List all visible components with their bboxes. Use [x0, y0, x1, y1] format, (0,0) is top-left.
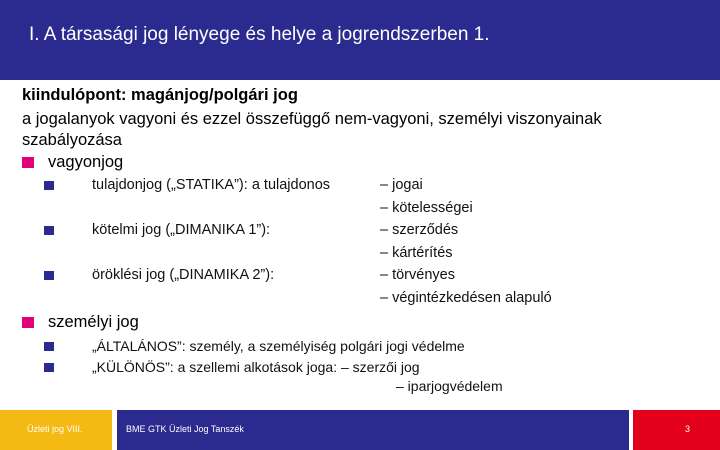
item-kotelmi-jog: kötelmi jog („DIMANIKA 1”):	[92, 222, 271, 238]
item-tulajdonjog: tulajdonjog („STATIKA”): a tulajdonos	[92, 177, 331, 193]
footer-course	[0, 410, 112, 450]
detail-torvenyes: – törvényes	[380, 267, 455, 283]
intro-line-1: a jogalanyok vagyoni és ezzel összefüggő nem-vagyoni, személyi viszonyainak	[22, 110, 602, 128]
section-szemelyi-jog: személyi jog	[48, 313, 139, 331]
footer-department-label: BME GTK Üzleti Jog Tanszék	[126, 424, 244, 434]
item-kulonos: „KÜLÖNÖS”: a szellemi alkotások joga: – szerzői jog	[92, 359, 420, 375]
bullet-square-icon	[44, 181, 54, 190]
footer-department	[117, 410, 629, 450]
detail-vegintezkedes: – végintézkedésen alapuló	[380, 290, 552, 306]
bullet-square-icon	[44, 363, 54, 372]
footer-page	[633, 410, 720, 450]
intro-line-2: szabályozása	[22, 131, 122, 149]
item-iparjogvedelem: – iparjogvédelem	[396, 378, 503, 394]
bullet-square-icon	[22, 317, 34, 328]
bullet-square-icon	[44, 271, 54, 280]
detail-karterites: – kártérítés	[380, 245, 453, 261]
bullet-square-icon	[22, 157, 34, 168]
bullet-square-icon	[44, 342, 54, 351]
detail-jogai: – jogai	[380, 177, 423, 193]
item-orokles-jog: öröklési jog („DINAMIKA 2”):	[92, 267, 275, 283]
page-number: 3	[685, 424, 691, 434]
detail-szerzodes: – szerződés	[380, 222, 459, 238]
heading: kiindulópont: magánjog/polgári jog	[22, 86, 298, 104]
slide-title: I. A társasági jog lényege és helye a jogrendszerben 1.	[29, 24, 490, 45]
title-bar	[0, 0, 720, 80]
item-altalanos: „ÁLTALÁNOS”: személy, a személyiség polgári jogi védelme	[92, 338, 465, 354]
detail-kotelessegei: – kötelességei	[380, 200, 473, 216]
section-vagyonjog: vagyonjog	[48, 153, 124, 171]
footer-course-label: Üzleti jog VIII.	[27, 424, 83, 434]
bullet-square-icon	[44, 226, 54, 235]
